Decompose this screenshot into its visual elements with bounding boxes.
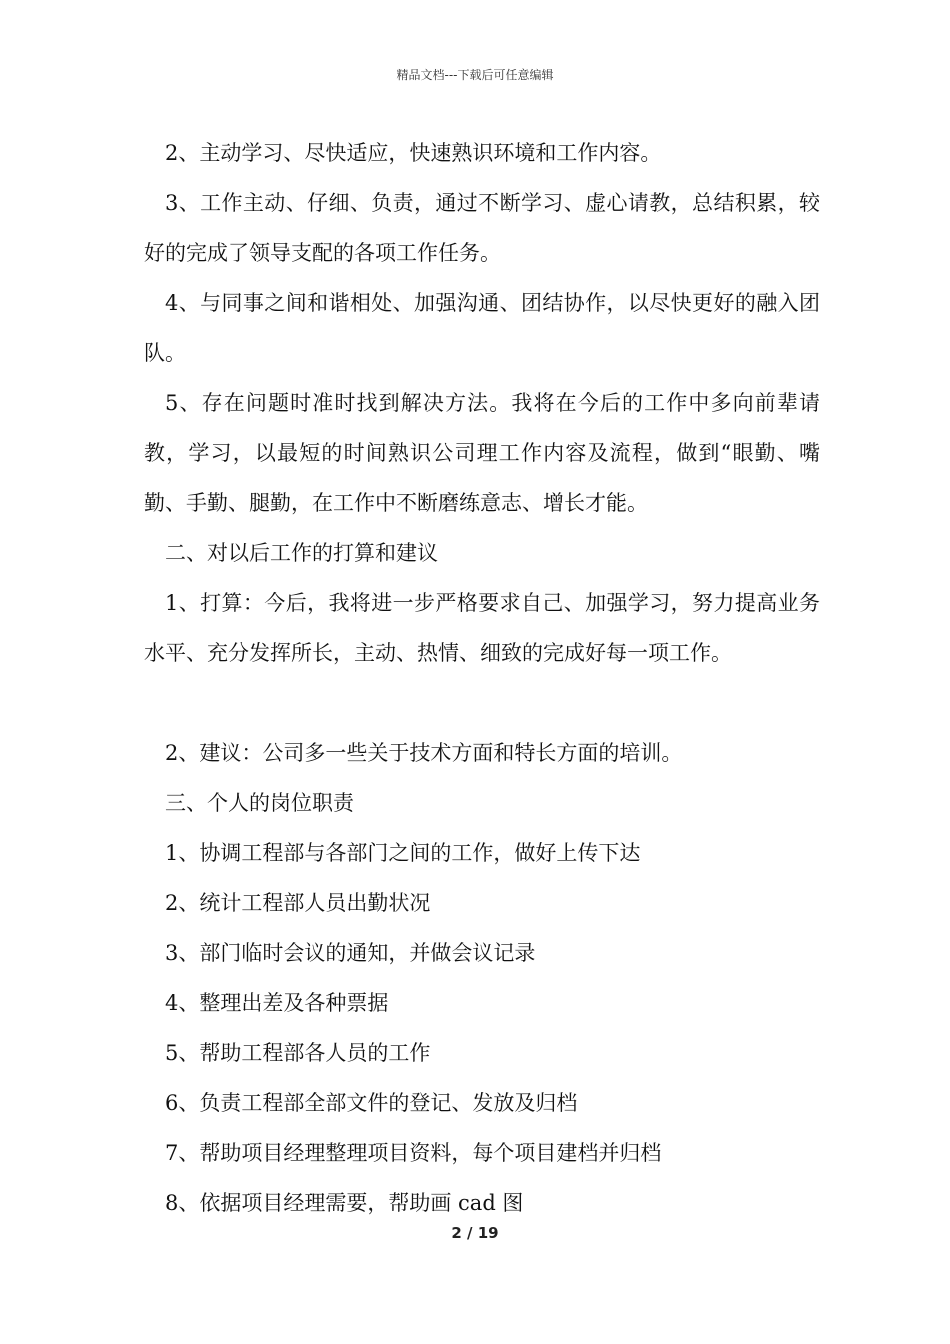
section-heading: 二、对以后工作的打算和建议: [165, 541, 438, 565]
paragraph: 5、存在问题时准时找到解决方法。我将在今后的工作中多向前辈请教，学习，以最短的时间熟识公司理工作内容及流程，做到“眼勤、嘴勤、手勤、腿勤，在工作中不断磨练意志、增长才能。: [144, 391, 820, 515]
paragraph: 2、主动学习、尽快适应，快速熟识环境和工作内容。: [165, 141, 662, 165]
page-number: 2 / 19: [451, 1224, 499, 1242]
duty-item: 1、协调工程部与各部门之间的工作，做好上传下达: [165, 841, 641, 865]
duty-item: 2、统计工程部人员出勤状况: [165, 891, 431, 915]
duty-item: 4、整理出差及各种票据: [165, 991, 389, 1015]
paragraph: 1、打算：今后，我将进一步严格要求自己、加强学习，努力提高业务水平、充分发挥所长，主动、热情、细致的完成好每一项工作。: [144, 591, 820, 665]
duty-item: 8、依据项目经理需要，帮助画 cad 图: [165, 1191, 524, 1215]
paragraph: 2、建议：公司多一些关于技术方面和特长方面的培训。: [165, 741, 683, 765]
duty-item: 5、帮助工程部各人员的工作: [165, 1041, 431, 1065]
duty-item: 6、负责工程部全部文件的登记、发放及归档: [165, 1091, 578, 1115]
page-header: 精品文档---下载后可任意编辑: [396, 68, 554, 82]
duty-item: 7、帮助项目经理整理项目资料，每个项目建档并归档: [165, 1141, 662, 1165]
paragraph: 4、与同事之间和谐相处、加强沟通、团结协作，以尽快更好的融入团队。: [144, 291, 820, 365]
document-body: [144, 128, 820, 1228]
duty-item: 3、部门临时会议的通知，并做会议记录: [165, 941, 536, 965]
blank-line: [144, 678, 820, 728]
paragraph: 3、工作主动、仔细、负责，通过不断学习、虚心请教，总结积累，较好的完成了领导支配的各项工作任务。: [144, 191, 820, 265]
section-heading: 三、个人的岗位职责: [165, 791, 354, 815]
